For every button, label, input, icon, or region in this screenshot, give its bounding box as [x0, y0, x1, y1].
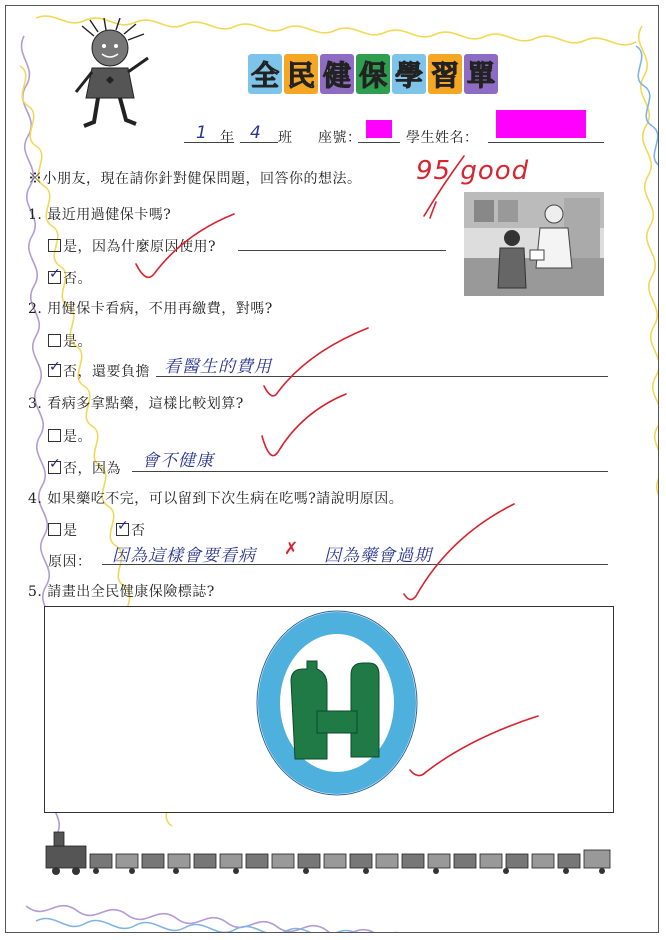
q4-reason-label: 原因： — [48, 554, 92, 570]
q2-option-yes-label: 是。 — [63, 334, 92, 350]
grade-label: 年 — [220, 130, 235, 146]
teacher-score: 95 good — [416, 156, 530, 186]
q3-handwritten-answer: 會不健康 — [142, 451, 214, 471]
question-2: 2. 用健保卡看病，不用再繳費，對嗎? — [28, 301, 273, 317]
check-mark-icon — [404, 504, 514, 600]
title-char: 民 — [284, 54, 318, 94]
q3-option-yes-label: 是。 — [63, 429, 92, 445]
check-mark-icon — [136, 214, 234, 277]
check-mark-icon — [264, 328, 368, 396]
q4-handwritten-answer-2: 因為藥會過期 — [324, 546, 432, 566]
question-4: 4. 如果藥吃不完，可以留到下次生病在吃嗎?請說明原因。 — [28, 491, 404, 507]
title-char: 習 — [428, 54, 462, 94]
title-char: 健 — [320, 54, 354, 94]
q4-option-yes-label: 是 — [63, 523, 78, 539]
class-label: 班 — [278, 130, 293, 146]
student-name-label: 學生姓名： — [406, 130, 479, 146]
q3-option-no-label: 否，因為 — [63, 461, 121, 477]
q4-option-no-label: 否 — [131, 523, 146, 539]
q1-option-yes-label: 是，因為什麼原因使用? — [63, 239, 217, 255]
q4-handwritten-answer-1: 因為這樣會要看病 — [112, 546, 256, 566]
q2-handwritten-answer: 看醫生的費用 — [164, 357, 272, 377]
title-char: 單 — [464, 54, 498, 94]
check-mark-icon — [410, 716, 538, 776]
question-3: 3. 看病多拿點藥，這樣比較划算? — [28, 396, 244, 412]
instructions: ※小朋友，現在請你針對健保問題，回答你的想法。 — [28, 171, 362, 187]
title-char: 保 — [356, 54, 390, 94]
class-value: 4 — [250, 123, 262, 143]
score-stroke-icon — [424, 156, 464, 218]
seat-label: 座號： — [318, 130, 362, 146]
question-5: 5. 請畫出全民健康保險標誌? — [28, 584, 215, 600]
question-1: 1. 最近用過健保卡嗎? — [28, 207, 172, 223]
title-char: 學 — [392, 54, 426, 94]
teacher-marks — [6, 6, 659, 933]
check-mark-icon — [262, 394, 346, 456]
q1-option-no-label: 否。 — [63, 271, 92, 287]
worksheet-page — [5, 5, 659, 933]
q2-option-no-label: 否，還要負擔 — [63, 364, 150, 380]
wrong-mark-icon: ✗ — [284, 539, 300, 559]
grade-value: 1 — [196, 123, 208, 143]
title-char: 全 — [248, 54, 282, 94]
